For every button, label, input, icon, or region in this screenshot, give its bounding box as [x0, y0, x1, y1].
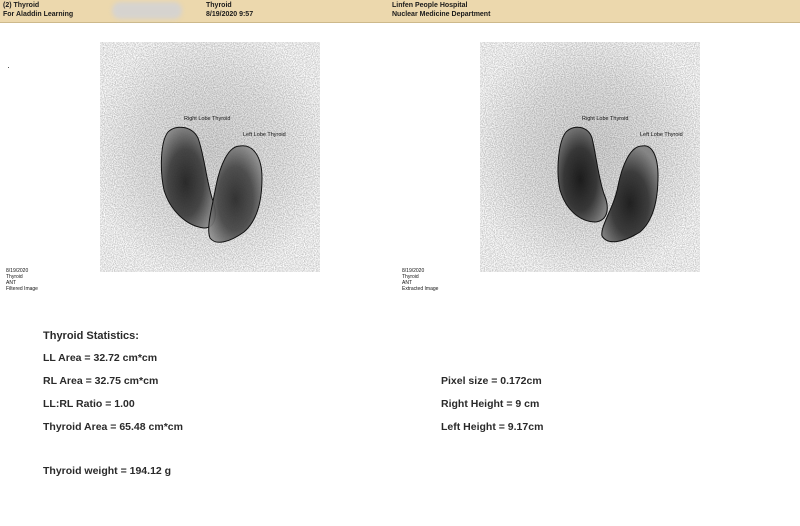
- patient-name: For Aladdin Learning: [3, 11, 74, 18]
- department-name: Nuclear Medicine Department: [392, 11, 491, 18]
- report-header: [0, 0, 800, 23]
- scan-view: ANT: [6, 280, 16, 286]
- right-lobe-label: Right Lobe Thyroid: [184, 116, 231, 122]
- thyroid-weight: Thyroid weight = 194.12 g: [43, 465, 172, 477]
- pixel-size: Pixel size = 0.172cm: [441, 375, 542, 387]
- thyroid-area: Thyroid Area = 65.48 cm*cm: [43, 421, 183, 433]
- statistics-title: Thyroid Statistics:: [43, 330, 139, 342]
- stray-mark: [8, 67, 9, 68]
- extracted-scan-metadata: [402, 268, 438, 292]
- right-height: Right Height = 9 cm: [441, 398, 540, 410]
- hospital-name: Linfen People Hospital: [392, 2, 468, 9]
- scan-view: ANT: [402, 280, 412, 286]
- redacted-region: [112, 2, 182, 19]
- scan-organ: Thyroid: [6, 274, 23, 280]
- right-lobe-label: Right Lobe Thyroid: [582, 116, 629, 122]
- rl-area: RL Area = 32.75 cm*cm: [43, 375, 159, 387]
- ll-area: LL Area = 32.72 cm*cm: [43, 352, 158, 364]
- ll-rl-ratio: LL:RL Ratio = 1.00: [43, 398, 135, 410]
- exam-datetime: 8/19/2020 9:57: [206, 11, 254, 18]
- extracted-scan-image: [480, 42, 700, 272]
- left-lobe-label: Left Lobe Thyroid: [243, 132, 286, 138]
- scan-image-type: Filtered Image: [6, 286, 38, 292]
- scan-organ: Thyroid: [402, 274, 419, 280]
- study-name: (2) Thyroid: [3, 2, 40, 9]
- left-height: Left Height = 9.17cm: [441, 421, 544, 433]
- left-lobe-label: Left Lobe Thyroid: [640, 132, 683, 138]
- scan-date: 8/19/2020: [6, 268, 29, 274]
- scan-image-type: Extracted Image: [402, 286, 439, 292]
- filtered-scan-image: [100, 42, 320, 272]
- scan-date: 8/19/2020: [402, 268, 425, 274]
- filtered-scan-metadata: [6, 268, 38, 292]
- exam-type: Thyroid: [206, 2, 232, 9]
